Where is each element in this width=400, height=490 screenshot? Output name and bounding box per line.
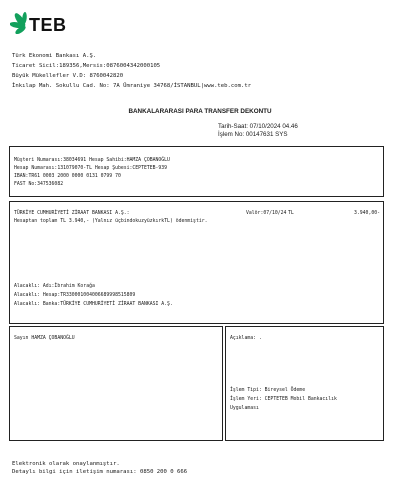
customer-iban: IBAN:TR61 0003 2000 0000 0131 0799 70 (14, 174, 121, 179)
currency: TL (288, 211, 294, 216)
receiver-iban: Alacaklı: Hesap:TR330001004006689998515809 (14, 293, 136, 298)
trade-registry-line: Ticaret Sicil:189356,Mersis:0876004342000105 (12, 63, 161, 69)
recipient-salutation: Sayın HAMZA ÇOBANOĞLU (14, 336, 75, 341)
transaction-channel: İşlem Yeri: CEPTETEB Mobil Bankacılık (230, 397, 337, 402)
amount: 3.940,00- (354, 211, 380, 216)
contact-number-note: Detaylı bilgi için iletişim numarası: 0850 200 0 666 (12, 469, 188, 475)
brand-name: TEB (29, 15, 67, 35)
bank-name-line: Türk Ekonomi Bankası A.Ş. (12, 53, 97, 59)
customer-line-1: Müşteri Numarası:38034691 Hesap Sahibi:HAMZA ÇOBANOĞLU (14, 158, 170, 163)
date-time: Tarih-Saat: 07/10/2024 04.46 (218, 123, 298, 130)
receiver-bank-header: TÜRKİYE CUMHURİYETİ ZİRAAT BANKASI A.Ş.: (14, 211, 130, 216)
transaction-channel-cont: Uygulaması (230, 406, 259, 411)
electronic-approval-note: Elektronik olarak onaylanmıştır. (12, 461, 120, 467)
valor-date: Valör:07/10/24 (246, 211, 287, 216)
transaction-notes-box (225, 326, 384, 441)
transaction-number: İşlem No: 00147631 SYS (218, 131, 288, 138)
receiver-name: Alacaklı: Adı:İbrahim Korağa (14, 284, 95, 289)
receiver-bank: Alacaklı: Banka:TÜRKİYE CUMHURİYETİ ZİRAAT BANKASI A.Ş. (14, 302, 173, 307)
transfer-details-box (9, 201, 384, 324)
customer-line-2: Hesap Numarası:131079070-TL Hesap Şubesi:CEPTETEB-939 (14, 166, 168, 171)
recipient-box (9, 326, 223, 441)
address-line: İnkılap Mah. Sokullu Cad. No: 7A Ümraniye 34768/İSTANBUL|www.teb.com.tr (12, 83, 252, 89)
transaction-type: İşlem Tipi: Bireysel Ödeme (230, 388, 306, 393)
description-note: Açıklama: . (230, 336, 262, 341)
tax-office-line: Büyük Mükellefler V.D: 8760042820 (12, 73, 124, 79)
amount-in-words: Hesaptan toplam TL 3.940,- (Yalnız üçbindokuzyüzkırkTL) ödenmiştir. (14, 219, 208, 224)
document-title: BANKALARARASI PARA TRANSFER DEKONTU (128, 108, 272, 115)
customer-info-box (9, 146, 384, 197)
fast-number: FAST No:347536082 (14, 182, 64, 187)
